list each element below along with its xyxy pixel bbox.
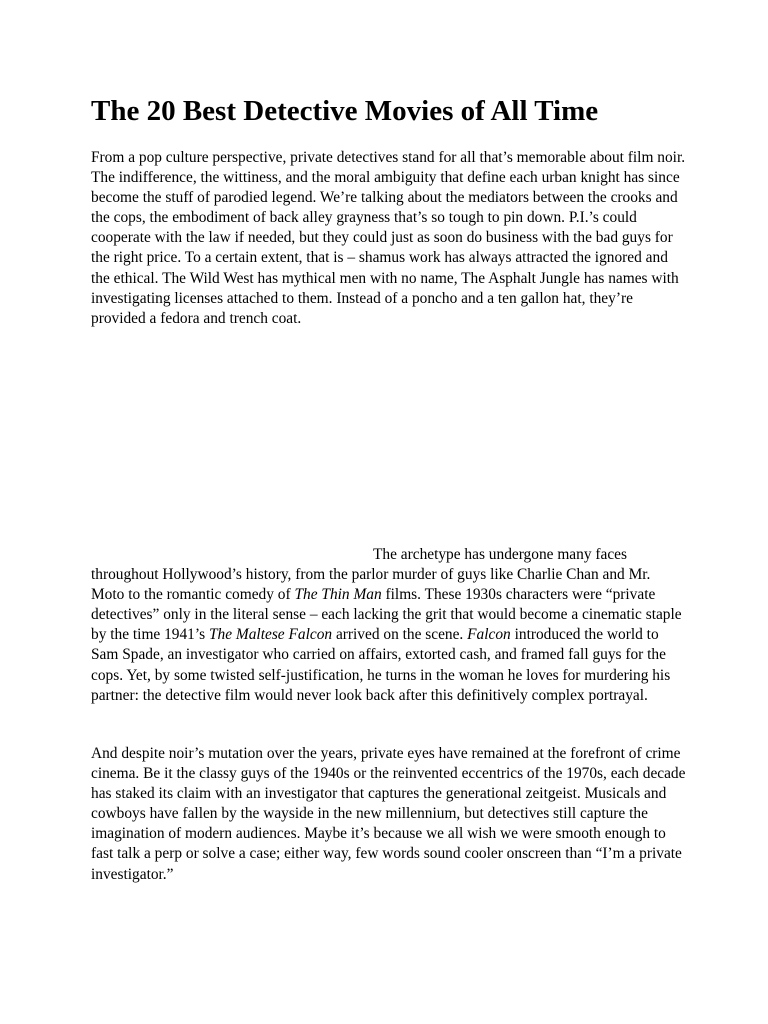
paragraph-intro [91,148,686,329]
italic-title-run: The Thin Man [294,586,382,604]
italic-title-run: Falcon [467,626,511,644]
text-run: arrived on the scene. [332,626,468,644]
text-run: And despite noir’s mutation over the years, private eyes have remained at the forefront of crime cinema. Be it the classy guys of the 1940s or the reinvented eccentrics of the 1970s, each decade has staked its claim with an investigator that captures the generational zeitgeist. Musicals and cowboys have fallen by the wayside in the new millennium, but detectives still capture the imagination of modern audiences. Maybe it’s because we all wish we were smooth enough to fast talk a perp or solve a case; either way, few words sound cooler onscreen than “I’m a private investigator.” [91,745,686,883]
document-title: The 20 Best Detective Movies of All Time [91,95,599,127]
text-run: The archetype has undergone many faces throughout Hollywood’s history, from the parlor murder of guys like Charlie Chan and Mr. Moto to the romantic comedy of [91,546,651,604]
text-run: films. These 1930s characters were “private detectives” only in the literal sense – each lacking the grit that would become a cinematic staple by the time 1941’s [91,586,682,644]
paragraph-noir-mutation [91,744,686,885]
text-run: From a pop culture perspective, private detectives stand for all that’s memorable about film noir. The indifference, the wittiness, and the moral ambiguity that define each urban knight has since become the stuff of parodied legend. We’re talking about the mediators between the crooks and the cops, the embodiment of back alley grayness that’s so tough to pin down. P.I.’s could cooperate with the law if needed, but they could just as soon do business with the bad guys for the right price. To a certain extent, that is – shamus work has always attracted the ignored and the ethical. The Wild West has mythical men with no name, The Asphalt Jungle has names with investigating licenses attached to them. Instead of a poncho and a ten gallon hat, they’re provided a fedora and trench coat. [91,149,686,327]
paragraph-archetype [91,545,686,706]
text-run: introduced the world to Sam Spade, an investigator who carried on affairs, extorted cash, and framed fall guys for the cops. Yet, by some twisted self-justification, he turns in the woman he loves for murdering his partner: the detective film would never look back after this definitively complex portrayal. [91,626,671,704]
italic-title-run: The Maltese Falcon [208,626,333,644]
